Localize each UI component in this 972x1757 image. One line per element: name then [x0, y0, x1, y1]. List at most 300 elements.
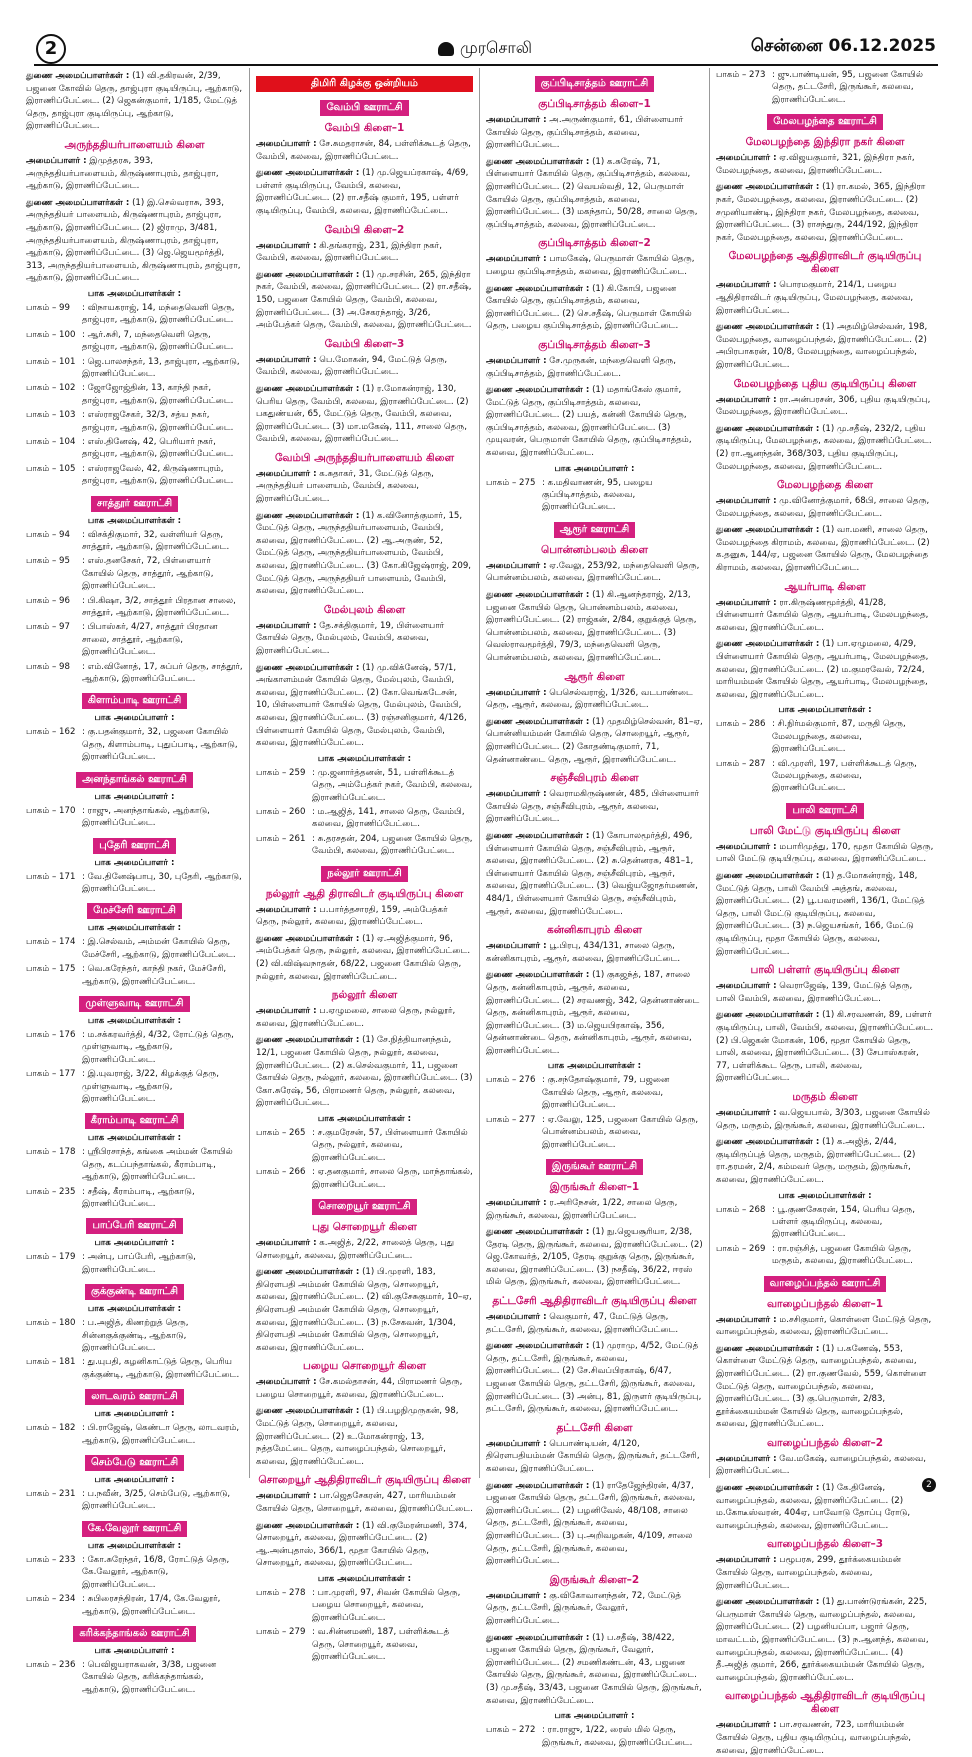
booth-number: பாகம் – 174 [26, 937, 76, 948]
appointee-details: (1) கி.கோபி, பஜனை கோயில் தெரு, குப்பிடிசாத்தம், கலவை, இராணிப்பேட்டை. (2) செ.சதீஷ், பெருமாள் கோயில் தெரு, பழைய குப்பிடிசாத்தம், இராணிப்பேட்டை. [486, 283, 692, 332]
header-rule [34, 64, 938, 66]
appointment-entry [716, 1314, 934, 1339]
appointee-details: (1) ரா.கமல், 365, இந்திரா நகர், மேலபழந்தை, கலவை, இராணிப்பேட்டை. (2) சமுனியாண்டி, இந்திரா நகர், மேலபழந்தை, கலவை, இராணிப்பேட்டை. (3) ராசந்துரு, 244/192, இந்திரா நகர், மேலபழந்தை, கலவை, இராணிப்பேட்டை. [716, 182, 926, 243]
booth-entry [26, 529, 243, 554]
booth-number: பாகம் – 275 [486, 477, 536, 488]
role-label: அமைப்பாளர் : [486, 789, 547, 800]
appointment-entry [716, 870, 934, 958]
booth-organiser-details: : ராஜு, அனந்தாங்கல், ஆற்காடு, இராணிப்பேட்டை. [82, 805, 210, 829]
booth-organiser-details: : ம.ஆஜித், 141, சாலை தெரு, வேம்பி, கலவை, இராணிப்பேட்டை. [312, 806, 465, 830]
column-1 [20, 68, 250, 1695]
branch-heading: மேல்புலம் கிளை [323, 603, 406, 616]
appointment-entry [486, 940, 703, 965]
appointee-details: (1) முதமிழ்செல்வன், 81–ஏ, பொன்னியம்மன் கோயில் தெரு, சொறையூர், ஆரூர், இராணிப்பேட்டை. (2) கோதண்டிகுமார், 71, தென்னாண்டை தெரு, ஆரூர், இராணிப்பேட்டை. [486, 716, 703, 765]
role-label: அமைப்பாளர் : [26, 155, 87, 166]
column-2 [250, 68, 480, 1663]
panchayat-heading: சாத்தூர் ஊராட்சி [91, 496, 178, 512]
appointment-entry [256, 269, 473, 332]
appointment-entry [486, 969, 703, 1057]
booth-organisers-heading: பாக அமைப்பாளர்கள் : [87, 1133, 182, 1144]
branch-heading: தட்டசேரி கிளை [556, 1421, 633, 1434]
booth-entry [26, 1422, 243, 1447]
union-heading: திமிரி கிழக்கு ஒன்றியம் [256, 76, 473, 92]
appointee-details: பா.ஜெதசேகரன், 427, மாரியம்மன் கோயில் தெரு, சொறையூர், கலவை, இராணிப்பேட்டை. [256, 1491, 473, 1515]
booth-entry [256, 1166, 473, 1191]
booth-entry [26, 1659, 243, 1696]
appointee-details: வெராமகிருஷ்ணன், 485, பிள்ளையார் கோயில் தெரு, சஞ்சீவிபுரம், ஆரூர், கலவை, இராணிப்பேட்டை. [486, 789, 700, 825]
appointment-entry [256, 138, 473, 163]
appointee-details: பழூபரசு, 299, தூர்க்கையம்மன் கோயில் தெரு, வாழைப்பந்தல், கலவை, இராணிப்பேட்டை. [716, 1555, 902, 1591]
appointee-details: (1) ஏ.அஜித்குமார், 96, அம்பேத்கர் தெரு, நல்லூர், கலவை, இராணிப்பேட்டை. (2) வி.விஷ்வநாதன், 68/22, பஜனை கோயில் தெரு, நல்லூர், கலவை, இராணிப்பேட்டை. [256, 933, 471, 982]
branch-heading: மருதம் கிளை [792, 1090, 858, 1103]
appointment-entry [716, 1453, 934, 1478]
role-label: துணை அமைப்பாளர்கள் : [486, 830, 590, 841]
booth-organiser-details: : எஸ்ராஜவேல், 42, கிருஷ்ணாபுரம், தாஜ்புரா, ஆற்காடு, இராணிப்பேட்டை. [82, 463, 234, 487]
branch-heading: புது சொறையூர் கிளை [312, 1220, 417, 1233]
booth-entry [26, 661, 243, 686]
appointment-entry [26, 197, 243, 285]
booth-number: பாகம் – 286 [716, 719, 766, 730]
role-label: துணை அமைப்பாளர்கள் : [486, 283, 590, 294]
appointee-details: க.சுதாகர், 31, மேட்டுத் தெரு, அருந்ததியர் பாளையம், வேம்பி, கலவை, இராணிப்பேட்டை. [256, 468, 434, 505]
booth-entry [26, 595, 243, 620]
booth-organisers-heading: பாக அமைப்பாளர்கள் : [317, 753, 412, 764]
appointment-entry [256, 1376, 473, 1401]
booth-entry [26, 1186, 243, 1211]
appointment-entry [256, 1237, 473, 1262]
role-label: அமைப்பாளர் : [716, 1555, 777, 1566]
booth-number: பாகம் – 178 [26, 1147, 76, 1158]
appointee-details: (1) து.பாண்டுரங்கன், 225, பெருமாள் கோயில் தெரு, வாழைப்பந்தல், கலவை, இராணிப்பேட்டை. (2) பழனியப்பா, பஜார் தெரு, மாவட்டம், இராணிப்பேட்டை. (3) ந.ஆனந்த், கலவை, வாழைப்பந்தல், கலவை, இராணிப்பேட்டை. (4) தீ.அஜித் குமார், 266, தூர்க்கையம்மன் கோயில் தெரு, வாழைப்பந்தல், இராணிப்பேட்டை. [716, 1597, 929, 1683]
appointee-details: ப.ஏழுமலை, சாலை தெரு, நல்லூர், கலவை, இராணிப்பேட்டை. [256, 1006, 456, 1029]
booth-organisers-heading: பாக அமைப்பாளர் : [554, 1711, 635, 1722]
booth-organisers-heading: பாக அமைப்பாளர்கள் : [317, 1574, 412, 1584]
booth-number: பாகம் – 287 [716, 758, 766, 769]
role-label: துணை அமைப்பாளர்கள் : [256, 269, 360, 280]
panchayat-heading: இருங்கூர் ஊராட்சி [546, 1159, 643, 1175]
booth-number: பாகம் – 98 [26, 661, 70, 672]
booth-number: பாகம் – 278 [256, 1588, 306, 1598]
booth-organiser-details: : க.மதிவாணன், 95, பழைய குப்பிடிசாத்தம், கலவை, இராணிப்பேட்டை. [542, 477, 653, 513]
role-label: அமைப்பாளர் : [256, 139, 317, 149]
booth-number: பாகம் – 261 [256, 833, 306, 844]
role-label: அமைப்பாளர் : [256, 620, 317, 631]
appointee-details: (1) குகஜந்த், 187, சாலை தெரு, கன்னிகாபுரம், ஆரூர், கலவை, இராணிப்பேட்டை. (2) சரவணஜ், 342, தென்னாண்டை தெரு, கன்னிகாபுரம், ஆரூர், கலவை, இராணிப்பேட்டை. (3) ம.ஜெயபிரகாஷ், 356, தென்னாண்டை தெரு, கன்னிகாபுரம், ஆரூர், கலவை, இராணிப்பேட்டை. [486, 970, 700, 1056]
booth-entry [486, 1114, 703, 1151]
role-label: அமைப்பாளர் : [486, 254, 547, 265]
role-label: துணை அமைப்பாளர்கள் : [716, 182, 820, 193]
appointment-entry [716, 181, 934, 244]
booth-number: பாகம் – 100 [26, 329, 76, 340]
role-label: அமைப்பாளர் : [256, 240, 317, 251]
booth-entry [26, 1317, 243, 1354]
branch-heading: வேம்பி அருந்ததியர்பாளையம் கிளை [274, 451, 455, 464]
booth-organiser-details: : கோ.சுரேந்தர், 16/8, ரோட்டுத் தெரு, கே.வேலூர், ஆற்காடு, இராணிப்பேட்டை. [82, 1554, 230, 1590]
booth-number: பாகம் – 94 [26, 529, 70, 540]
appointment-entry [486, 156, 703, 232]
role-label: அமைப்பாளர் : [256, 354, 317, 365]
appointment-entry [256, 468, 473, 506]
booth-entry [26, 621, 243, 658]
appointee-details: (1) சே.நித்தியானந்தம், 12/1, பஜனை கோயில் தெரு, நல்லூர், கலவை, இராணிப்பேட்டை. (2) க.செல்வகுமார், 11, பஜனை கோயில் தெரு, நல்லூர், கலவை, இராணிப்பேட்டை. (3) கோ.சுரேஷ், 56, பிராமணர் தெரு, நல்லூர், கலவை, இராணிப்பேட்டை. [256, 1035, 473, 1109]
role-label: துணை அமைப்பாளர்கள் : [486, 1480, 590, 1491]
article-columns [20, 68, 942, 1756]
appointee-details: ரா.அன்பரசன், 306, புதிய குடியிருப்பு, மேலபழந்தை, இராணிப்பேட்டை. [716, 394, 931, 418]
appointment-entry [26, 155, 243, 193]
appointment-entry [486, 114, 703, 152]
appointee-details: (1) ராதேஜேந்திரன், 4/37, பஜனை கோயில் தெரு, தட்டசேரி, இருங்கூர், கலவை, இராணிப்பேட்டை. (2) பழனிவேல், 48/108, சாலை தெரு, தட்டசேரி, இருங்கூர், கலவை, இராணிப்பேட்டை. (3) பு.அறிவழகன், 4/109, சாலை தெரு, தட்டசேரி, இருங்கூர், கலவை, இராணிப்பேட்டை. [486, 1480, 696, 1567]
panchayat-heading: பாப்பேரி ஊராட்சி [86, 1218, 182, 1234]
panchayat-heading: கே.வேலூர் ஊராட்சி [82, 1521, 188, 1537]
booth-entry [26, 329, 243, 354]
appointee-details: பூ.பிரபு, 434/131, சாலை தெரு, கன்னிகாபுரம், ஆரூர், கலவை, இராணிப்பேட்டை. [486, 941, 681, 964]
booth-entry [486, 1724, 703, 1749]
booth-entry [26, 302, 243, 327]
booth-organiser-details: : ஆர்.சுசி, 7, மந்தைவெளி தெரு, தாஜ்புரா, ஆற்காடு, இராணிப்பேட்டை. [82, 329, 234, 353]
appointee-details: பெசெல்வராஜ், 1/326, வடபாண்டை தெரு, ஆரூர், கலவை, இராணிப்பேட்டை. [486, 687, 693, 711]
booth-entry [26, 1251, 243, 1276]
booth-organiser-details: : ம.சக்கரவர்த்தி, 4/32, ரோட்டுத் தெரு, முள்ளுவாடி, ஆற்காடு, இராணிப்பேட்டை. [82, 1029, 234, 1065]
booth-entry [256, 1626, 473, 1663]
appointment-entry [716, 1596, 934, 1684]
role-label: துணை அமைப்பாளர்கள் : [256, 1406, 360, 1417]
appointee-details: (1) மு.சதீஷ், 232/2, புதிய குடியிருப்பு, மேலபழந்தை, கலவை, இராணிப்பேட்டை. (2) ரா.ஆனந்தன், 368/303, புதிய குடியிருப்பு, மேலபழந்தை, கலவை, இராணிப்பேட்டை. [716, 423, 932, 472]
appointment-entry [486, 355, 703, 380]
booth-entry [26, 1593, 243, 1618]
panchayat-heading: கரிக்கந்தாங்கல் ஊராட்சி [73, 1626, 195, 1642]
booth-number: பாகம் – 269 [716, 1243, 766, 1254]
booth-organiser-details: : து.யுபதி, கழனிகாட்டுத் தெரு, பெரிய குக்குண்டி, ஆற்காடு, இராணிப்பேட்டை. [82, 1357, 240, 1380]
role-label: துணை அமைப்பாளர்கள் : [256, 510, 360, 521]
booth-number: பாகம் – 182 [26, 1423, 76, 1434]
appointee-details: வ.ஜெயபால், 3/303, பஜனை கோயில் தெரு, மருதம், இருங்கூர், கலவை, இராணிப்பேட்டை. [716, 1107, 930, 1131]
appointee-details: (1) க.சுரேஷ், 71, பிள்ளையார் கோயில் தெரு, குப்பிடிசாத்தம், கலவை, இராணிப்பேட்டை. (2) வெயல்வதி, 12, பெருமாள் கோயில் தெரு, குப்பிடிசாத்தம், கலவை, இராணிப்பேட்டை. (3) மகந்தாப், 50/28, சாலை தெரு, குப்பிடிசாத்தம், கலவை, இராணிப்பேட்டை. [486, 156, 698, 230]
elephant-icon [438, 42, 454, 56]
branch-heading: மேலபழந்தை இந்திரா நகர் கிளை [745, 136, 905, 149]
booth-number: பாகம் – 231 [26, 1489, 76, 1500]
role-label: துணை அமைப்பாளர்கள் : [716, 1483, 820, 1494]
role-label: துணை அமைப்பாளர்கள் : [716, 1137, 820, 1148]
booth-organiser-details: : ரா.ராஜு, 1/22, ரைஸ் மில் தெரு, இருங்கூர், கலவை, இராணிப்பேட்டை. [542, 1725, 693, 1748]
booth-organiser-details: : இ.செல்வம், அம்மன் கோயில் தெரு, மேச்சேரி, ஆற்காடு, இராணிப்பேட்டை. [82, 937, 236, 960]
branch-heading: கன்னிகாபுரம் கிளை [546, 924, 643, 937]
appointment-entry [486, 830, 703, 918]
booth-entry [26, 463, 243, 488]
role-label: அமைப்பாளர் : [256, 1006, 317, 1017]
branch-heading: மேலபழந்தை புதிய குடியிருப்பு கிளை [733, 377, 917, 390]
branch-heading: ஆரூர் கிளை [564, 670, 625, 683]
panchayat-heading: முள்ளுவாடி ஊராட்சி [79, 996, 189, 1012]
role-label: துணை அமைப்பாளர்கள் : [716, 1597, 820, 1608]
appointee-details: (1) ப.கணேஷ், 553, கொள்ளை மேட்டுத் தெரு, வாழைப்பந்தல், கலவை, இராணிப்பேட்டை. (2) ரா.குணவேல், 559, கொள்ளை மேட்டுத் தெரு, வாழைப்பந்தல், கலவை, இராணிப்பேட்டை. (3) கு.பெருமாள், 2/83, தூர்க்கையம்மன் கோயில் தெரு, வாழைப்பந்தல், கலவை, இராணிப்பேட்டை. [716, 1343, 927, 1430]
panchayat-heading: மேச்சேரி ஊராட்சி [87, 903, 182, 919]
role-label: அமைப்பாளர் : [256, 1377, 317, 1388]
appointment-entry [256, 1034, 473, 1110]
booth-number: பாகம் – 259 [256, 767, 306, 778]
appointment-entry [256, 1005, 473, 1030]
branch-heading: நல்லூர் ஆதி திராவிடர் குடியிருப்பு கிளை [265, 887, 464, 900]
page-number: 2 [36, 34, 66, 64]
appointee-details: (1) மு.ஜெயப்ரகாஷ், 4/69, பள்ளர் குடியிருப்பு, வேம்பி, கலவை, இராணிப்பேட்டை. (2) ரா.சதீஷ் குமார், 195, பள்ளர் குடியிருப்பு, வேம்பி, கலவை, இராணிப்பேட்டை. [256, 168, 469, 216]
booth-number: பாகம் – 234 [26, 1594, 76, 1605]
appointee-details: ஏ.விஜயகுமார், 321, இந்திரா நகர், மேலபழந்தை, கலவை, இராணிப்பேட்டை. [716, 153, 915, 176]
appointment-entry [256, 1266, 473, 1354]
booth-entry [26, 1029, 243, 1066]
role-label: அமைப்பாளர் : [486, 687, 547, 698]
branch-heading: நல்லூர் கிளை [331, 989, 398, 1002]
appointment-entry [486, 1226, 703, 1289]
appointee-details: (1) பி.முரளி, 183, திரௌபதி அம்மன் கோயில் தெரு, சொறையூர், கலவை, இராணிப்பேட்டை. (2) வி.குசேசுகுமார், 10–ஏ, திரௌபதி அம்மன் கோயில் தெரு, சொறையூர், கலவை, இராணிப்பேட்டை. (3) ந.சேகவன், 1/304, திரௌபதி அம்மன் கோயில் தெரு, சொறையூர், கலவை, இராணிப்பேட்டை. [256, 1267, 472, 1353]
booth-number: பாகம் – 266 [256, 1167, 306, 1178]
appointment-entry [256, 933, 473, 983]
appointee-details: (1) நு.ஜெயசூரியா, 2/38, தேரடி தெரு, இருங்கூர், கலவை, இராணிப்பேட்டை. (2) ஜெ.கோவர்த், 2/105, தேரடி குறுக்கு தெரு, இருங்கூர், கலவை, இராணிப்பேட்டை. (3) நசதீஷ், 36/22, ஈரஸ் மில் தெரு, இருங்கூர், கலவை, இராணிப்பேட்டை. [486, 1227, 703, 1288]
appointee-details: ர.அரிநேசன், 1/22, சாலை தெரு, இருங்கூர், கலவை, இராணிப்பேட்டை. [486, 1197, 678, 1221]
role-label: அமைப்பாளர் : [256, 904, 317, 915]
appointee-details: வே.மகேஷ், வாழைப்பந்தல், கலவை, இராணிப்பேட்டை. [716, 1453, 926, 1477]
booth-organiser-details: : ஸ்ரீபிரசாந்த், கங்கை அம்மன் கோயில் தெரு, கடப்பந்தாங்கல், கீராம்பாடி, ஆற்காடு, இராணிப்பேட்டை. [82, 1147, 233, 1183]
role-label: துணை அமைப்பாளர்கள் : [716, 871, 820, 882]
appointment-entry [256, 167, 473, 217]
booth-entry [26, 963, 243, 988]
booth-organiser-details: : பி.ராஜேஷ், கெண்டா தெரு, லாடவரம், ஆற்காடு, இராணிப்பேட்டை. [82, 1423, 240, 1446]
appointment-entry [716, 1719, 934, 1757]
role-label: துணை அமைப்பாளர்கள் : [716, 525, 820, 536]
booth-organisers-heading: பாக அமைப்பாளர்கள் : [87, 288, 182, 299]
booth-entry [256, 1587, 473, 1624]
panchayat-heading: அனந்தாங்கல் ஊராட்சி [76, 772, 193, 788]
booth-number: பாகம் – 279 [256, 1627, 306, 1638]
booth-organiser-details: : வெ.கரேந்தர், காந்தி நகர், மேச்சேரி, ஆற்காடு, இராணிப்பேட்டை. [82, 964, 227, 987]
booth-entry [26, 726, 243, 763]
role-label: அமைப்பாளர் : [716, 1314, 777, 1325]
booth-number: பாகம் – 235 [26, 1186, 76, 1197]
booth-number: பாகம் – 105 [26, 463, 76, 474]
booth-entry [26, 1554, 243, 1591]
appointment-entry [716, 597, 934, 635]
appointment-entry [716, 152, 934, 177]
role-label: அமைப்பாளர் : [486, 1590, 547, 1601]
role-label: துணை அமைப்பாளர்கள் : [486, 1341, 590, 1352]
branch-heading: மேலபழந்தை ஆதிதிராவிடர் குடியிருப்பு கிளை [728, 250, 922, 276]
booth-number: பாகம் – 277 [486, 1114, 536, 1125]
booth-organiser-details: : மு.ஜனார்த்தனன், 51, பள்ளிக்கூடத் தெரு, அம்பேத்கர் நகர், வேம்பி, கலவை, இராணிப்பேட்டை. [312, 767, 473, 803]
booth-organiser-details: : எம்.வினோத், 17, சுப்பர் தெரு, சாத்தூர், ஆற்காடு, இராணிப்பேட்டை. [82, 661, 243, 685]
appointment-entry [716, 321, 934, 371]
appointee-details: (1) அதமிழ்செல்வன், 198, மேலபழந்தை, வாழைப்பந்தல், இராணிப்பேட்டை. (2) அபிரபாகரன், 10/8, மேலபழந்தை, வாழைப்பந்தல், இராணிப்பேட்டை. [716, 322, 928, 370]
column-4 [710, 68, 940, 1756]
booth-organiser-details: : ஏ.தனகுமார், சாலை தெரு, மாந்தாங்கல், இராணிப்பேட்டை. [312, 1167, 473, 1190]
appointee-details: தே.சக்திகுமார், 19, பிள்ளையார் கோயில் தெரு, மேல்புலம், வேம்பி, கலவை, இராணிப்பேட்டை. [256, 620, 445, 656]
booth-number: பாகம் – 181 [26, 1357, 76, 1368]
branch-heading: ஆயர்பாடி கிளை [784, 580, 866, 593]
role-label: அமைப்பாளர் : [256, 468, 317, 479]
branch-heading: வேம்பி கிளை–1 [324, 122, 405, 134]
booth-organiser-details: : எஸ்.தனசேகர், 72, பிள்ளையார் கோயில் தெரு, சாத்தூர், ஆற்காடு, இராணிப்பேட்டை. [82, 556, 214, 592]
panchayat-heading: செம்பேடு ஊராட்சி [85, 1455, 184, 1471]
appointee-details: சே.சுமதராசன், 84, பள்ளிக்கூடத் தெரு, வேம்பி, கலவை, இராணிப்பேட்டை. [256, 139, 471, 162]
booth-organiser-details: : ஜோஜோஜ்தின், 13, காந்தி நகர், தாஜ்புரா, ஆற்காடு, இராணிப்பேட்டை. [82, 383, 234, 406]
role-label: அமைப்பாளர் : [716, 1453, 777, 1464]
booth-organiser-details: : ஏ.வேலு, 125, பஜனை கோயில் தெரு, பொன்னம்பலம், கலவை, இராணிப்பேட்டை. [542, 1114, 699, 1150]
panchayat-heading: குக்குண்டி ஊராட்சி [85, 1284, 184, 1300]
role-label: அமைப்பாளர் : [716, 841, 777, 852]
appointee-details: (1) ர.மோகன்ராஜ், 130, பெரிய தெரு, வேம்பி, கலவை, இராணிப்பேட்டை. (2) பகதுண்யன், 65, மேட்டுத் தெரு, வேம்பி, கலவை, இராணிப்பேட்டை. (3) மா.மகேஷ், 111, சாலை தெரு, வேம்பி, கலவை, இராணிப்பேட்டை. [256, 383, 469, 445]
appointment-entry [486, 1590, 703, 1628]
role-label: துணை அமைப்பாளர்கள் : [486, 590, 590, 601]
appointee-details: இமுத்தரசு, 393, அருந்ததியர்பாளையம், கிருஷ்ணாபுரம், தாஜ்புரா, ஆற்காடு, இராணிப்பேட்டை. [26, 155, 219, 192]
panchayat-heading: பாலி ஊராட்சி [786, 803, 863, 819]
role-label: துணை அமைப்பாளர்கள் : [486, 1632, 590, 1643]
appointment-entry [486, 716, 703, 766]
appointment-entry [486, 788, 703, 826]
booth-entry [26, 805, 243, 830]
appointee-details: (1) பா.ஏழுமலை, 4/29, பிள்ளையார் கோயில் தெரு, ஆயர்பாடி, மேலபழந்தை, கலவை, இராணிப்பேட்டை. (2) ம.குமரவேல், 72/24, மாரியம்மன் கோயில் தெரு, ஆயர்பாடி, மேலபழந்தை, கலவை, இராணிப்பேட்டை. [716, 639, 929, 700]
panchayat-heading: மேலபழந்தை ஊராட்சி [767, 114, 883, 130]
booth-number: பாகம் – 260 [256, 806, 306, 817]
page-badge: 2 [922, 1478, 936, 1492]
role-label: துணை அமைப்பாளர்கள் : [256, 933, 360, 944]
role-label: அமைப்பாளர் : [716, 153, 777, 164]
booth-organisers-heading: பாக அமைப்பாளர் : [94, 1475, 175, 1486]
booth-organisers-heading: பாக அமைப்பாளர் : [94, 857, 175, 868]
booth-organiser-details: : ரா.ரஞ்சித், பஜனை கோயில் தெரு, மருதம், கலவை, இராணிப்பேட்டை. [772, 1243, 913, 1267]
appointee-details: (1) பி.பழநிமுருகன், 98, மேட்டுத் தெரு, சொறையூர், கலவை, இராணிப்பேட்டை. (2) உ.மோகன்ராஜ், 13, நத்தமேட்டை தெரு, வாழைப்பந்தல், சொறையூர், கலவை, இராணிப்பேட்டை. [256, 1406, 459, 1467]
role-label: துணை அமைப்பாளர்கள் : [486, 385, 590, 396]
booth-entry [716, 1204, 934, 1241]
role-label: துணை அமைப்பாளர்கள் : [486, 1227, 590, 1238]
appointee-details: (1) ப.சதீஷ், 38/422, பஜனை கோயில் தெரு, இருங்கூர், வேலூர், இராணிப்பேட்டை. (2) சமணிகண்டன், 43, பஜனை கோயில் தெரு, இருங்கூர், கலவை, இராணிப்பேட்டை. (3) மு.சதீஷ், 33/43, பஜனை கோயில் தெரு, இருங்கூர், கலவை, இராணிப்பேட்டை. [486, 1632, 702, 1706]
role-label: அமைப்பாளர் : [486, 1197, 547, 1208]
branch-heading: இருங்கூர் கிளை–1 [549, 1180, 640, 1193]
role-label: அமைப்பாளர் : [716, 597, 777, 608]
booth-entry [716, 718, 934, 755]
branch-heading: குப்பிடிசாத்தம் கிளை–2 [538, 237, 651, 250]
booth-organisers-heading: பாக அமைப்பாளர் : [94, 713, 175, 724]
booth-organiser-details: : ச.குமரேசன், 57, பிள்ளையார் கோயில் தெரு, நல்லூர், கலவை, இராணிப்பேட்டை. [312, 1127, 468, 1163]
appointee-details: பெபாண்டியன், 4/120, திரௌபதியம்மன் கோயில் தெரு, இருங்கூர், தட்டசேரி, கலவை, இராணிப்பேட்டை. [486, 1438, 700, 1474]
appointment-entry [716, 495, 934, 520]
booth-entry [716, 69, 934, 106]
appointee-details: ரா.கிருஷ்ணமூர்த்தி, 41/28, பிள்ளையார் கோயில் தெரு, ஆயர்பாடி, மேலபழந்தை, கலவை, இராணிப்பேட்டை. [716, 597, 929, 633]
role-label: அமைப்பாளர் : [256, 1491, 317, 1502]
booth-entry [486, 477, 703, 514]
appointment-entry [256, 510, 473, 598]
appointment-entry [716, 1009, 934, 1085]
appointee-details: (1) க.வினோத்குமார், 15, மேட்டுத் தெரு, அருந்ததியர்பாளையம், வேம்பி, கலவை, இராணிப்பேட்டை. (2) ஆ.அருண், 52, மேட்டுத் தெரு, அருந்ததியர்பாளையம், வேம்பி, கலவை, இராணிப்பேட்டை. (3) கோ.கிஜேஷ்ராஜ், 209, மேட்டுத் தெரு, அருந்ததியர் பாளையம், வேம்பி, கலவை, இராணிப்பேட்டை. [256, 510, 472, 597]
role-label: அமைப்பாளர் : [486, 115, 547, 125]
appointment-entry [486, 384, 703, 460]
paper-name: முரசொலி [460, 38, 532, 57]
booth-number: பாகம் – 103 [26, 410, 76, 421]
booth-number: பாகம் – 180 [26, 1318, 76, 1329]
appointment-entry [486, 589, 703, 665]
role-label: அமைப்பாளர் : [486, 1312, 547, 1323]
booth-organisers-heading: பாக அமைப்பாளர்கள் : [87, 1540, 182, 1551]
appointee-details: (1) மதாங்கேஸ் குமார், மேட்டுத் தெரு, குப்பிடிசாத்தம், கலவை, இராணிப்பேட்டை. (2) பயத், கன்னி கோயில் தெரு, குப்பிடிசாத்தம், கலவை, இராணிப்பேட்டை. (3) முயுவரன், பெருமாள் கோயில் தெரு, குப்பிடிசாத்தம், கலவை, இராணிப்பேட்டை. [486, 385, 692, 459]
role-label: அமைப்பாளர் : [486, 560, 547, 571]
appointment-entry [256, 240, 473, 265]
appointment-entry [256, 1405, 473, 1468]
booth-number: பாகம் – 171 [26, 871, 76, 882]
panchayat-heading: வேம்பி ஊராட்சி [320, 100, 408, 116]
branch-heading: சொறையூர் ஆதிதிராவிடர் குடியிருப்பு கிளை [258, 1474, 471, 1487]
appointee-details: ம.சசிகுமார், கொள்ளை மேட்டுத் தெரு, வாழைப்பந்தல், கலவை, இராணிப்பேட்டை. [716, 1314, 932, 1338]
role-label: அமைப்பாளர் : [486, 355, 547, 366]
appointee-details: (1) க.அஜித், 2/44, குடியிருப்புத் தெரு, மருதம், இராணிப்பேட்டை. (2) ரா.தரமன், 2/4, கம்மவர் தெரு, மருதம், இருங்கூர், கலவை, இராணிப்பேட்டை. [716, 1137, 916, 1185]
booth-entry [256, 1127, 473, 1164]
booth-organiser-details: : பி.கிஷா, 3/2, சாத்தூர் பிரதான சாலை, சாத்தூர், ஆற்காடு, இராணிப்பேட்டை. [82, 595, 236, 619]
booth-organisers-heading: பாக அமைப்பாளர்கள் : [317, 1113, 412, 1124]
role-label: துணை அமைப்பாளர்கள் : [716, 1010, 820, 1021]
panchayat-heading: புதேரி ஊராட்சி [93, 838, 176, 854]
booth-organiser-details: : ஜு.பாண்டியன், 95, பஜனை கோயில் தெரு, தட்டசேரி, இருங்கூர், கலவை, இராணிப்பேட்டை. [772, 70, 924, 105]
dateline: சென்னை 06.12.2025 [750, 36, 936, 56]
booth-number: பாகம் – 99 [26, 302, 70, 313]
booth-entry [716, 1243, 934, 1268]
booth-number: பாகம் – 265 [256, 1127, 306, 1138]
booth-entry [26, 1488, 243, 1513]
appointee-details: (1) கி.ஆனந்தராஜ், 2/13, பஜனை கோயில் தெரு, பொன்னம்பலம், கலவை, இராணிப்பேட்டை. (2) ராஜ்கன், 2/84, குறுக்குத் தெரு, பொன்னம்பலம், கலவை, இராணிப்பேட்டை. (3) வெஸ்ராவமூர்த்தி, 79/3, மந்தைவெளி தெரு, பொன்னம்பலம், கலவை, இராணிப்பேட்டை. [486, 590, 697, 664]
booth-organisers-heading: பாக அமைப்பாளர்கள் : [778, 1190, 872, 1201]
booth-number: பாகம் – 175 [26, 964, 76, 975]
branch-heading: வாழைப்பந்தல் ஆதிதிராவிடர் குடியிருப்பு கிளை [724, 1690, 926, 1716]
role-label: அமைப்பாளர் : [716, 981, 777, 992]
appointment-entry [716, 841, 934, 866]
booth-entry [716, 758, 934, 795]
appointee-details: (1) வி.தகிரவன், 2/39, பஜனை கோவில் தெரு, தாஜ்புரா குடியிருப்பு, ஆற்காடு, இராணிப்பேட்டை. (2) ஜெகன்குமார், 1/185, மேட்டுத் தெரு, தாஜ்புரா குடியிருப்பு, ஆற்காடு, இராணிப்பேட்டை. [26, 71, 243, 132]
appointee-details: (1) மு.விக்னேஷ், 57/1, அங்காளம்மன் கோயில் தெரு, மேல்புலம், வேம்பி, கலவை, இராணிப்பேட்டை. (2) கோ.வெங்கடேசன், 10, பிள்ளையார் கோயில் தெரு, மேல்புலம், வேம்பி, கலவை, இராணிப்பேட்டை. (3) ரஞ்சனிகுமார், 4/126, பிள்ளையார் கோயில் தெரு, மேல்புலம், வேம்பி, கலவை, இராணிப்பேட்டை. [256, 662, 467, 749]
panchayat-heading: கீராம்பாடி ஊராட்சி [85, 1113, 185, 1129]
appointment-entry [486, 560, 703, 585]
appointee-details: வெராஜேஷ், 139, மேட்டுத் தெரு, பாலி வேம்பி, கலவை, இராணிப்பேட்டை. [716, 981, 913, 1004]
booth-organiser-details: : எஸ்ராஜசேகர், 32/3, சத்ய நகர், தாஜ்புரா, ஆற்காடு, இராணிப்பேட்டை. [82, 410, 234, 433]
appointment-entry [716, 1554, 934, 1592]
role-label: துணை அமைப்பாளர்கள் : [716, 322, 820, 333]
booth-organisers-heading: பாக அமைப்பாளர்கள் : [547, 1061, 642, 1072]
booth-entry [256, 806, 473, 831]
booth-number: பாகம் – 97 [26, 622, 70, 633]
booth-organiser-details: : சு.தரசதன், 204, பஜனை கோயில் தெரு, வேம்பி, கலவை, இராணிப்பேட்டை. [312, 833, 473, 857]
booth-organiser-details: : கு.சந்தோஷ்குமார், 79, பஜனை கோயில் தெரு, ஆரூர், கலவை, இராணிப்பேட்டை. [542, 1075, 670, 1111]
branch-heading: வேம்பி கிளை–3 [324, 337, 405, 350]
appointee-details: (1) வி.குமேரன்மணி, 374, சொறையூர், கலவை, இராணிப்பேட்டை. (2) ஆ.அன்புதாஸ், 366/1, மூதா கோயில் தெரு, சொறையூர், கலவை, இராணிப்பேட்டை. [256, 1520, 468, 1569]
panchayat-heading: கிளாம்பாடி ஊராட்சி [82, 693, 187, 709]
appointee-details: ப.பார்த்தசாரதி, 159, அம்பேத்கர் தெரு, நல்லூர், கலவை, இராணிப்பேட்டை. [256, 904, 448, 928]
role-label: அமைப்பாளர் : [716, 280, 777, 291]
role-label: துணை அமைப்பாளர்கள் : [256, 383, 360, 394]
appointee-details: பா.சரவணன், 723, மாரியம்மன் கோயில் தெரு, புதிய குடியிருப்பு, வாழைப்பந்தல், கலவை, இராணிப்பேட்டை. [716, 1720, 912, 1756]
booth-organisers-heading: பாக அமைப்பாளர்கள் : [87, 1304, 182, 1315]
branch-heading: பாலி மேட்டு குடியிருப்பு கிளை [749, 824, 901, 837]
booth-organisers-heading: பாக அமைப்பாளர் : [94, 791, 175, 802]
branch-heading: வாழைப்பந்தல் கிளை–1 [766, 1297, 884, 1310]
appointee-details: பொரமகுமார், 214/1, பழைய ஆதிதிராவிடர் குடியிருப்பு, மேலபழந்தை, கலவை, இராணிப்பேட்டை. [716, 280, 914, 316]
booth-organisers-heading: பாக அமைப்பாளர்கள் : [87, 1015, 182, 1026]
booth-number: பாகம் – 96 [26, 595, 70, 606]
appointee-details: பெ.மோகன், 94, மேட்டுத் தெரு, வேம்பி, கலவை, இராணிப்பேட்டை. [256, 354, 448, 378]
booth-number: பாகம் – 177 [26, 1069, 76, 1080]
appointment-entry [716, 1136, 934, 1186]
role-label: துணை அமைப்பாளர்கள் : [716, 639, 820, 650]
booth-number: பாகம் – 104 [26, 436, 76, 447]
role-label: துணை அமைப்பாளர்கள் : [256, 168, 360, 179]
branch-heading: வாழைப்பந்தல் கிளை–3 [766, 1538, 884, 1551]
appointment-entry [256, 620, 473, 658]
appointee-details: பாமகேஷ், பெருமாள் கோயில் தெரு, பழைய குப்பிடிசாத்தம், கலவை, இராணிப்பேட்டை. [486, 254, 695, 277]
appointee-details: (1) கே.தினேஷ், வாழைப்பந்தல், கலவை, இராணிப்பேட்டை. (2) ம.கோடீஸ்வரன், 404ஏ, பாவோடு தோப்பு ரோடு, வாழைப்பந்தல், கலவை, இராணிப்பேட்டை. [716, 1483, 911, 1531]
panchayat-heading: வாழைப்பந்தல் ஊராட்சி [764, 1276, 887, 1292]
branch-heading: சஞ்சீவிபுரம் கிளை [550, 772, 639, 785]
